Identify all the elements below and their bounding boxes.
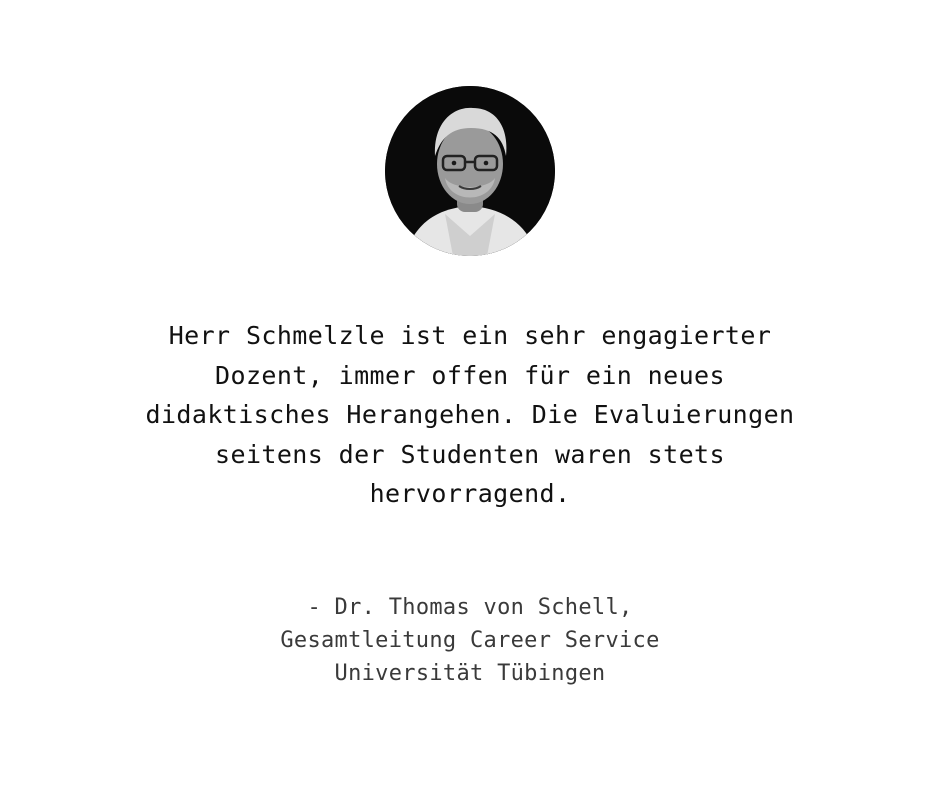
attribution-organization: Universität Tübingen <box>334 661 606 686</box>
attribution-role: Gesamtleitung Career Service <box>280 628 660 653</box>
portrait-photo <box>385 86 555 256</box>
avatar <box>385 86 555 256</box>
quote-line: hervorragend. <box>369 479 571 508</box>
quote-line: didaktisches Herangehen. Die Evaluierungen <box>145 400 795 429</box>
testimonial-quote <box>90 316 850 514</box>
quote-line: seitens der Studenten waren stets <box>215 439 725 469</box>
quote-line: Dozent, immer offen für ein neues <box>215 360 725 390</box>
quote-line: Herr Schmelzle ist ein sehr engagierter <box>168 321 772 350</box>
attribution-name: - Dr. Thomas von Schell, <box>307 595 633 620</box>
testimonial-attribution <box>120 591 820 690</box>
